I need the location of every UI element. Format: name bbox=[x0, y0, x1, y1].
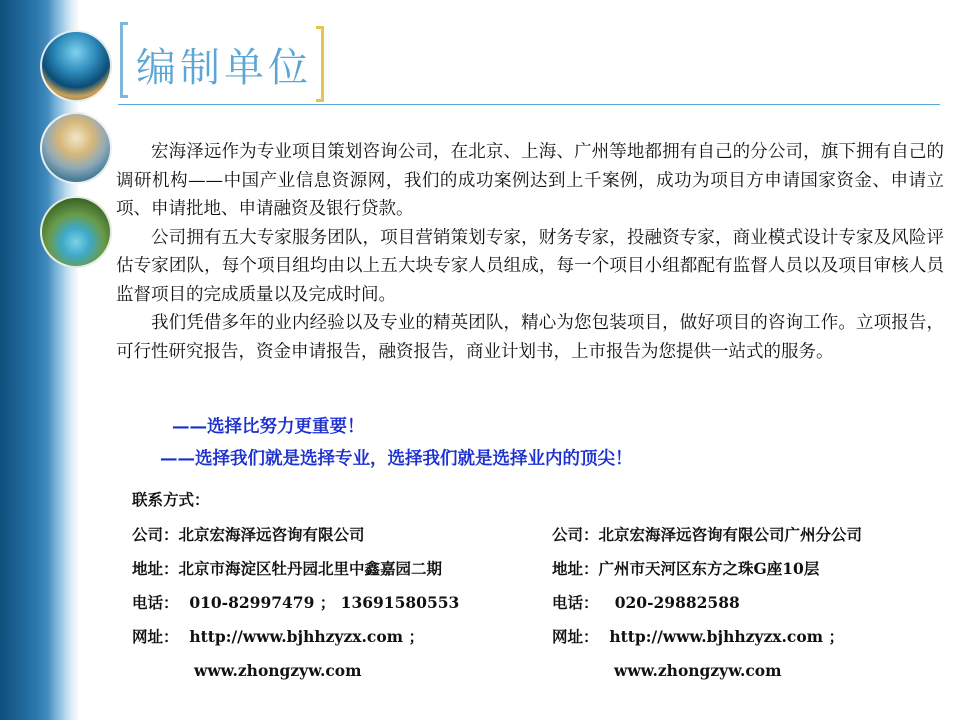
contact-heading: 联系方式： bbox=[132, 490, 210, 509]
circular-photo-garden-pool bbox=[40, 196, 112, 268]
web-link-1[interactable]: http://www.bjhhzyzx.com ； bbox=[189, 627, 424, 646]
address-label: 地址： bbox=[552, 559, 599, 578]
side-decoration-band bbox=[0, 0, 78, 720]
phone-label: 电话： bbox=[552, 593, 599, 612]
circular-photo-waterpark bbox=[40, 30, 112, 102]
web-label: 网址： bbox=[552, 627, 599, 646]
slogan-professional: ——选择我们就是选择专业，选择我们就是选择业内的顶尖！ bbox=[160, 449, 633, 469]
paragraph-services: 我们凭借多年的业内经验以及专业的精英团队，精心为您包装项目，做好项目的咨询工作。立项报告，可行性研究报告，资金申请报告，融资报告，商业计划书，上市报告为您提供一站式的服务。 bbox=[116, 313, 944, 362]
company-name: 北京宏海泽远咨询有限公司 bbox=[178, 525, 365, 544]
web-link-2[interactable]: www.zhongzyw.com bbox=[614, 661, 782, 680]
contact-address-row bbox=[132, 558, 459, 592]
contact-web-row-2 bbox=[132, 660, 459, 694]
contact-web-row-2 bbox=[552, 660, 862, 694]
slogan-choice: ——选择比努力更重要！ bbox=[172, 417, 365, 437]
contact-company-row bbox=[132, 524, 459, 558]
contact-beijing bbox=[132, 524, 459, 694]
contact-web-row bbox=[552, 626, 862, 660]
address-value: 北京市海淀区牡丹园北里中鑫嘉园二期 bbox=[178, 559, 443, 578]
contact-phone-row bbox=[552, 592, 862, 626]
web-link-2[interactable]: www.zhongzyw.com bbox=[194, 661, 362, 680]
title-bracket-left bbox=[120, 22, 128, 98]
web-link-1[interactable]: http://www.bjhhzyzx.com ； bbox=[609, 627, 844, 646]
address-label: 地址： bbox=[132, 559, 179, 578]
page-title: 编制单位 bbox=[136, 45, 312, 91]
contact-address-row bbox=[552, 558, 862, 592]
web-label: 网址： bbox=[132, 627, 179, 646]
phone-value: 020-29882588 bbox=[614, 593, 740, 612]
contact-company-row bbox=[552, 524, 862, 558]
title-bracket-right bbox=[316, 26, 324, 102]
company-label: 公司： bbox=[132, 525, 179, 544]
title-divider bbox=[118, 104, 940, 105]
contact-web-row bbox=[132, 626, 459, 660]
phone-value: 010-82997479 ； 13691580553 bbox=[189, 593, 460, 612]
contact-guangzhou bbox=[552, 524, 862, 694]
company-label: 公司： bbox=[552, 525, 599, 544]
intro-text bbox=[116, 138, 944, 366]
contact-phone-row bbox=[132, 592, 459, 626]
company-name: 北京宏海泽远咨询有限公司广州分公司 bbox=[598, 525, 863, 544]
phone-label: 电话： bbox=[132, 593, 179, 612]
circular-photo-dome-pool bbox=[40, 112, 112, 184]
paragraph-company-overview: 宏海泽远作为专业项目策划咨询公司，在北京、上海、广州等地都拥有自己的分公司，旗下拥有自己的调研机构——中国产业信息资源网，我们的成功案例达到上千案例，成功为项目方申请国家资金、申请立项、申请批地、申请融资及银行贷款。 bbox=[116, 142, 944, 219]
address-value: 广州市天河区东方之珠G座10层 bbox=[598, 559, 820, 578]
paragraph-expert-teams: 公司拥有五大专家服务团队，项目营销策划专家，财务专家，投融资专家，商业模式设计专家及风险评估专家团队，每个项目组均由以上五大块专家人员组成，每一个项目小组都配有监督人员以及项目审核人员监督项目的完成质量以及完成时间。 bbox=[116, 227, 944, 305]
